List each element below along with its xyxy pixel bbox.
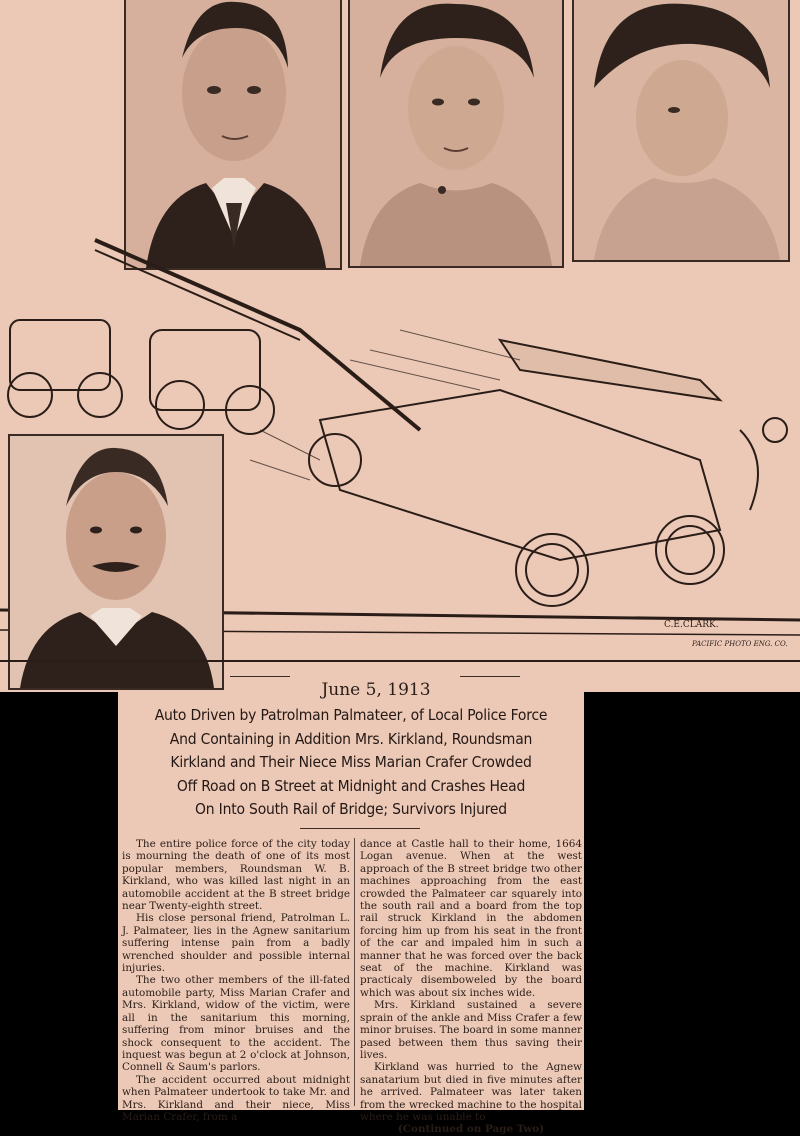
artist-signature: C.E.CLARK. — [664, 620, 719, 630]
column-divider — [354, 838, 355, 1106]
headline-line: And Containing in Addition Mrs. Kirkland, Roundsman — [169, 729, 533, 748]
headline-line: Off Road on B Street at Midnight and Crashes Head — [176, 776, 526, 795]
portrait-man-mustache — [8, 434, 224, 690]
engraver-credit: PACIFIC PHOTO ENG. CO. — [692, 640, 788, 648]
paragraph: The entire police force of the city today is mourning the death of one of its most popular members, Roundsman W. B. Kirkland, who was killed last night in an automobile accident at the B street bridge near Twenty-eighth street. — [122, 838, 350, 913]
headline-line: Kirkland and Their Niece Miss Marian Crafer Crowded — [170, 753, 532, 771]
article-column-right — [360, 838, 582, 1136]
paragraph: dance at Castle hall to their home, 1664 Logan avenue. When at the west approach of the B street bridge two other machines approaching from the east crowded the Palmateer car squarely into the south rail and a board from the top rail struck Kirkland in the abdomen forcing him up from his seat in the front of the car and impaled him in such a manner that he was forced over the back seat of the machine. Kirkland was practicaly disemboweled by the board which was about six inches wide. — [360, 838, 582, 999]
headline-rule — [300, 828, 420, 829]
paragraph: Mrs. Kirkland sustained a severe sprain of the ankle and Miss Crafer a few minor bruises. The board in some manner pased between them thus saving their lives. — [360, 999, 582, 1061]
article-column-left — [122, 838, 350, 1123]
paragraph: The accident occurred about midnight when Palmateer undertook to take Mr. and Mrs. Kirkland and their niece, Miss Marian Crafer, from a — [122, 1073, 350, 1123]
article-headline — [118, 704, 584, 822]
paragraph: His close personal friend, Patrolman L. J. Palmateer, lies in the Agnew sanitarium suffering intense pain from a badly wrenched shoulder and possible internal injuries. — [122, 912, 350, 975]
headline-line: On Into South Rail of Bridge; Survivors Injured — [195, 800, 507, 818]
headline-line: Auto Driven by Patrolman Palmateer, of Local Police Force — [154, 706, 548, 724]
paragraph: Kirkland was hurried to the Agnew sanatarium but died in five minutes after he arrived. Palmateer was later taken from the wrecked machine to the hospital where he was unable to — [360, 1061, 582, 1123]
continued-notice: (Continued on Page Two) — [397, 1123, 545, 1136]
date-rule-right — [460, 676, 520, 677]
paragraph: The two other members of the ill-fated automobile party, Miss Marian Crafer and Mrs. Kirkland, widow of the victim, were all in the sanitarium this morning, suffering from minor bruises and the shock consequent to the accident. The inquest was begun at 2 o'clock at Johnson, Connell & Saum's parlors. — [122, 974, 350, 1074]
page-rule — [0, 660, 800, 662]
article-date: June 5, 1913 — [321, 680, 431, 700]
date-rule-left — [230, 676, 290, 677]
